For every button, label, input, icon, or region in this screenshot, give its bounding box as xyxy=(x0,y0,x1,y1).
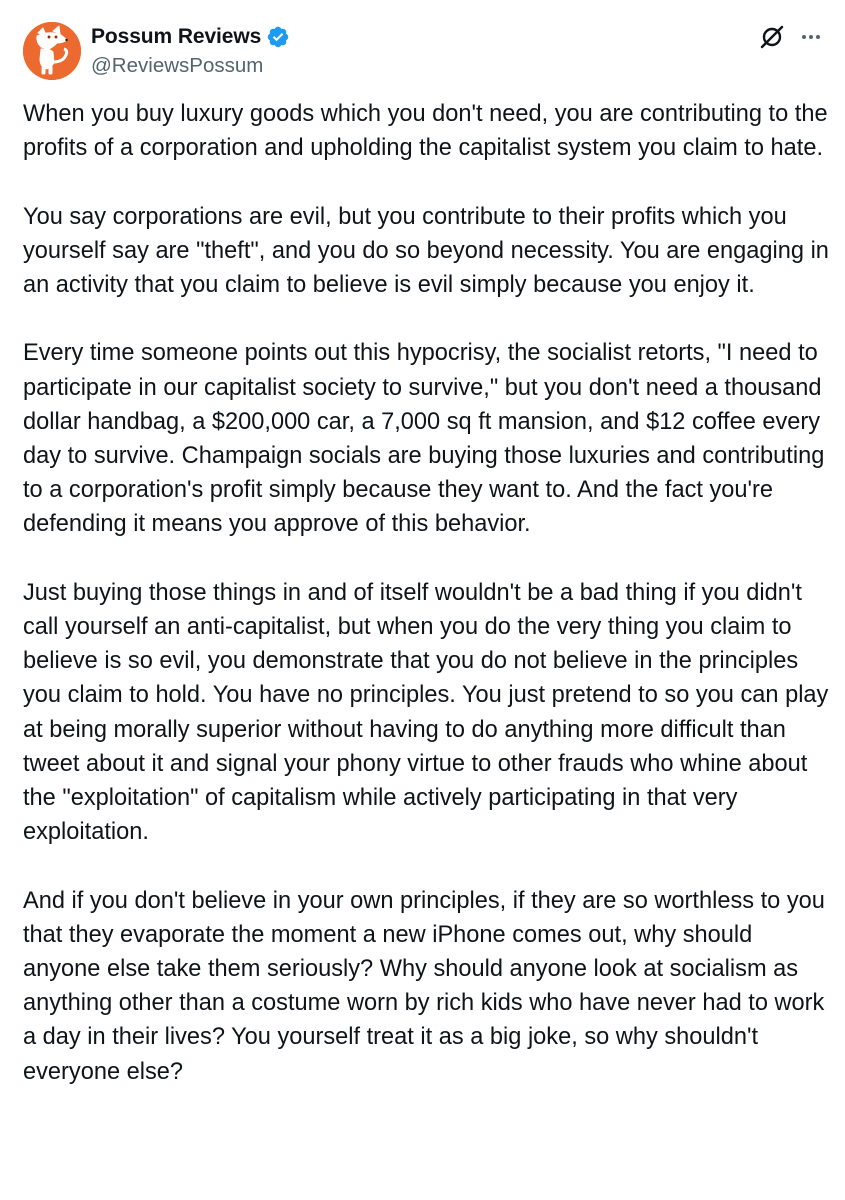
display-name[interactable]: Possum Reviews xyxy=(91,25,262,48)
more-options-icon[interactable] xyxy=(799,25,823,54)
tweet-text xyxy=(23,97,833,1123)
tweet-paragraph: Every time someone points out this hypocrisy, the socialist retorts, "I need to participate in our capitalist society to survive," but you don't need a thousand dollar handbag, a $200,000 car, a 7,000 sq ft mansion, and $12 coffee every day to survive. Champaign socials are buying those luxuries and contributing to a corporation's profit simply because they want to. And the fact you're defending it means you approve of this behavior. xyxy=(23,340,825,538)
author-info xyxy=(91,23,290,78)
grok-icon[interactable] xyxy=(759,24,785,55)
name-row xyxy=(91,23,290,51)
avatar[interactable] xyxy=(23,22,81,80)
tweet-paragraph: Just buying those things in and of itself wouldn't be a bad thing if you didn't call yourself an anti-capitalist, but when you do the very thing you claim to believe is so evil, you demonstrate that you do not believe in the principles you claim to hold. You have no principles. You just pretend to so you can play at being morally superior without having to do anything more difficult than tweet about it and signal your phony virtue to other frauds who whine about the "exploitation" of capitalism while actively participating in that very exploitation. xyxy=(23,579,829,846)
user-handle[interactable]: @ReviewsPossum xyxy=(91,54,264,77)
tweet-paragraph: And if you don't believe in your own principles, if they are so worthless to you that they evaporate the moment a new iPhone comes out, why should anyone else take them seriously? Why should anyone look at socialism as anything other than a costume worn by rich kids who have never had to work a day in their lives? You yourself treat it as a big joke, so why shouldn't everyone else? xyxy=(23,887,825,1085)
tweet-paragraph: When you buy luxury goods which you don't need, you are contributing to the profits of a corporation and upholding the capitalist system you claim to hate. xyxy=(23,101,828,162)
verified-badge-icon[interactable] xyxy=(266,25,290,49)
tweet-paragraph: You say corporations are evil, but you contribute to their profits which you yourself say are "theft", and you do so beyond necessity. You are engaging in an activity that you claim to believe is evil simply because you enjoy it. xyxy=(23,203,829,298)
possum-avatar-icon xyxy=(23,22,81,80)
tweet-top-actions xyxy=(759,24,823,55)
